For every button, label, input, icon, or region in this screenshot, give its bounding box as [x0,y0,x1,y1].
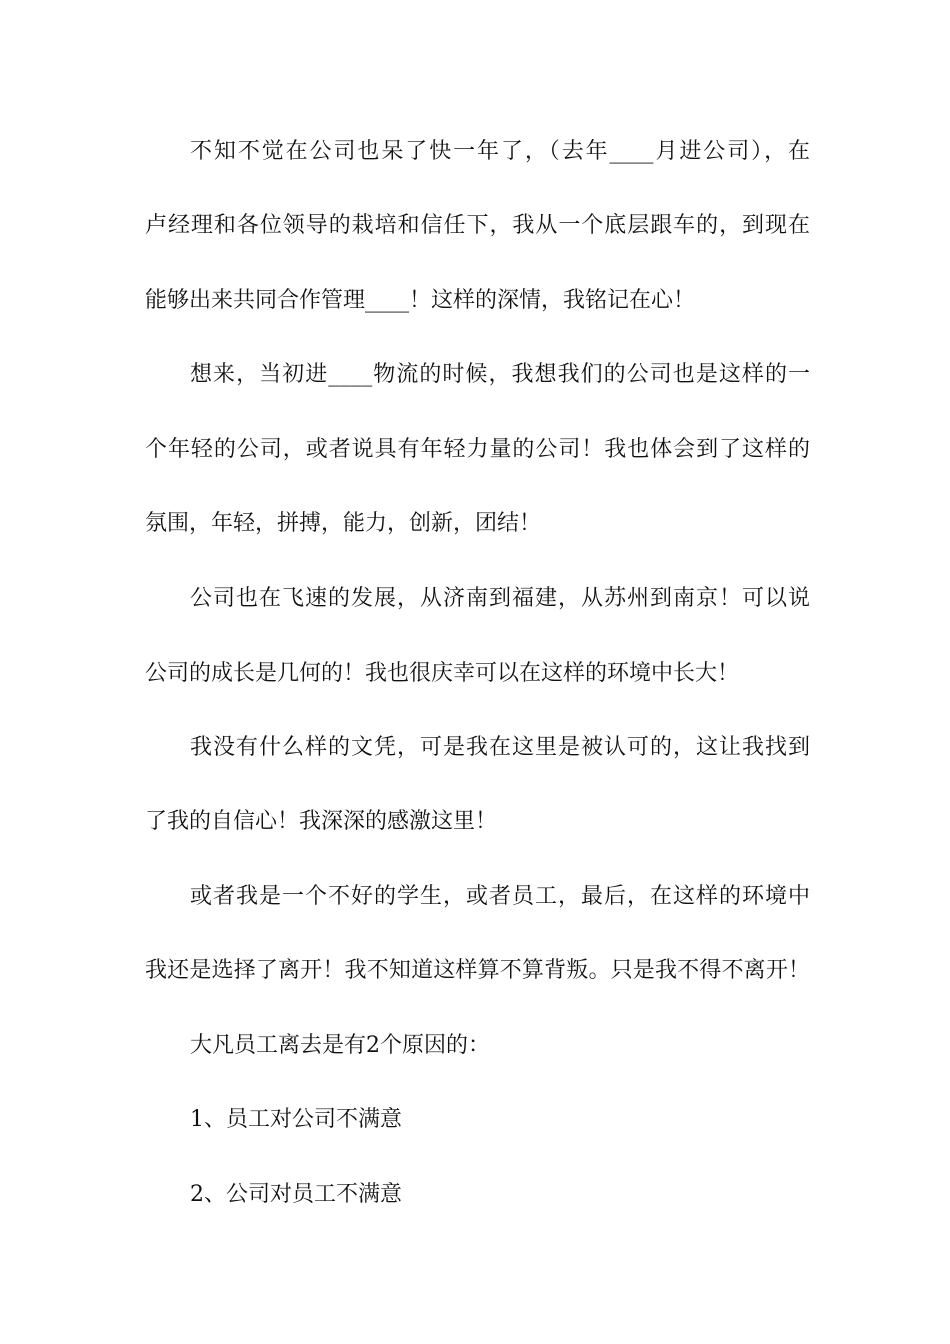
paragraph-2-line-1: 想来，当初进____物流的时候，我想我们的公司也是这样的一 [190,362,810,387]
paragraph-3-line-1: 公司也在飞速的发展，从济南到福建，从苏州到南京！可以说 [190,586,810,611]
paragraph-1-line-3: 能够出来共同合作管理____！这样的深情，我铭记在心！ [145,288,696,313]
paragraph-3-line-2: 公司的成长是几何的！我也很庆幸可以在这样的环境中长大！ [145,661,740,686]
paragraph-2-line-2: 个年轻的公司，或者说具有年轻力量的公司！我也体会到了这样的 [145,437,810,462]
paragraph-5-line-2: 我还是选择了离开！我不知道这样算不算背叛。只是我不得不离开！ [145,958,810,983]
list-item-2: 2、公司对员工不满意 [190,1182,402,1207]
list-item-1: 1、员工对公司不满意 [190,1107,402,1132]
paragraph-1-line-1: 不知不觉在公司也呆了快一年了，（去年____月进公司），在 [190,139,810,164]
paragraph-4-line-2: 了我的自信心！我深深的感激这里！ [145,809,498,834]
paragraph-5-line-1: 或者我是一个不好的学生，或者员工，最后，在这样的环境中 [190,884,810,909]
paragraph-2-line-3: 氛围，年轻，拼搏，能力，创新，团结！ [145,511,542,536]
paragraph-1-line-2: 卢经理和各位领导的栽培和信任下，我从一个底层跟车的，到现在 [145,213,810,238]
paragraph-6: 大凡员工离去是有2个原因的： [190,1033,490,1058]
paragraph-4-line-1: 我没有什么样的文凭，可是我在这里是被认可的，这让我找到 [190,735,810,760]
